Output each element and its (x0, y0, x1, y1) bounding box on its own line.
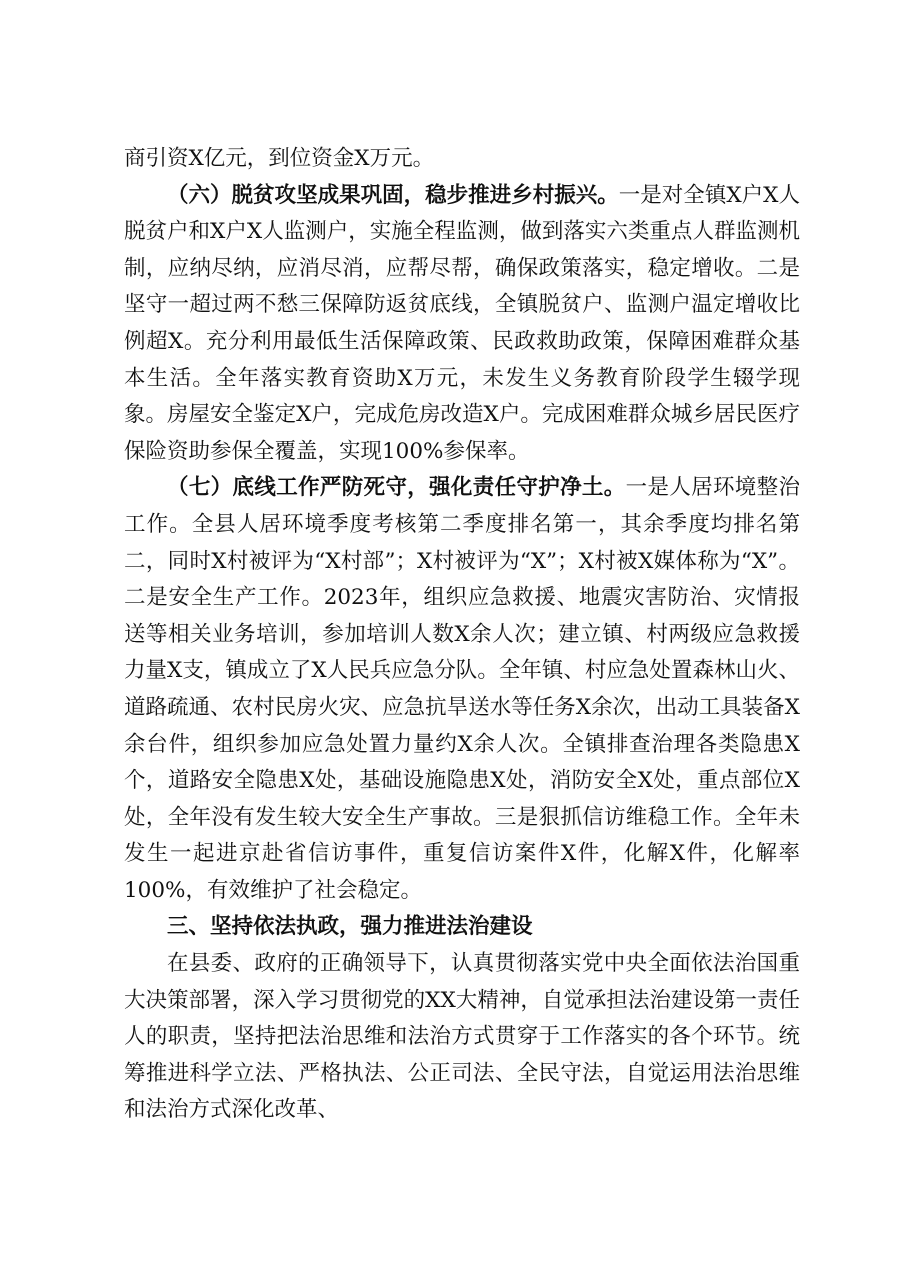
document-body (124, 141, 800, 1129)
paragraph-text: 商引资X亿元，到位资金X万元。 (124, 146, 435, 171)
section-heading: 三、坚持依法执政，强力推进法治建设 (167, 914, 533, 940)
paragraph-bottom-line-work (124, 470, 800, 909)
paragraph-lead-heading: （七）底线工作严防死守，强化责任守护净土。 (167, 475, 626, 501)
paragraph-text: 一是人居环境整治工作。全县人居环境季度考核第二季度排名第一，其余季度均排名第二，同时X村被评为“X村部”；X村被评为“X”；X村被X媒体称为“X”。二是安全生产工作。2023年，组织应急救援、地震灾害防治、灾情报送等相关业务培训，参加培训人数X余人次；建立镇、村两级应急救援力量X支，镇成立了X人民兵应急分队。全年镇、村应急处置森林山火、道路疏通、农村民房火灾、应急抗旱送水等任务X余次，出动工具装备X余台件，组织参加应急处置力量约X余人次。全镇排查治理各类隐患X个，道路安全隐患X处，基础设施隐患X处，消防安全X处，重点部位X处，全年没有发生较大安全生产事故。三是狠抓信访维稳工作。全年未发生一起进京赴省信访事件，重复信访案件X件，化解X件，化解率100%，有效维护了社会稳定。 (124, 475, 800, 903)
paragraph-rule-of-law (124, 946, 800, 1129)
paragraph-lead-heading: （六）脱贫攻坚成果巩固，稳步推进乡村振兴。 (167, 182, 619, 208)
paragraph-continuation (124, 141, 800, 178)
paragraph-text: 在县委、政府的正确领导下，认真贯彻落实党中央全面依法治国重大决策部署，深入学习贯彻党的XX大精神，自觉承担法治建设第一责任人的职责，坚持把法治思维和法治方式贯穿于工作落实的各个环节。统筹推进科学立法、严格执法、公正司法、全民守法，自觉运用法治思维和法治方式深化改革、 (124, 951, 800, 1123)
paragraph-text: 一是对全镇X户X人脱贫户和X户X人监测户，实施全程监测，做到落实六类重点人群监测机制，应纳尽纳，应消尽消，应帮尽帮，确保政策落实，稳定增收。二是坚守一超过两不愁三保障防返贫底线，全镇脱贫户、监测户温定增收比例超X。充分利用最低生活保障政策、民政救助政策，保障困难群众基本生活。全年落实教育资助X万元，未发生义务教育阶段学生辍学现象。房屋安全鉴定X户，完成危房改造X户。完成困难群众城乡居民医疗保险资助参保全覆盖，实现100%参保率。 (124, 182, 800, 464)
paragraph-poverty-alleviation (124, 178, 800, 471)
